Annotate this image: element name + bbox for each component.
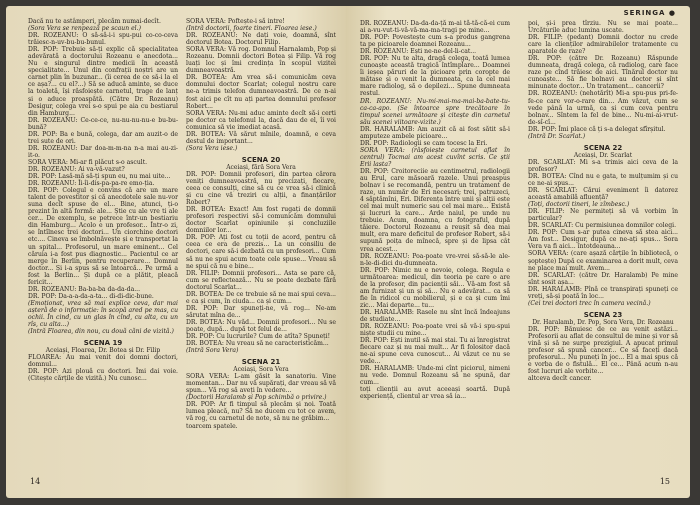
dialogue-line: DR. POP: Ar fi timpul să plecăm și noi. Toată lumea pleacă, nu? Să ne ducem cu tot ce avem, vă rog, cu carnetul de note, să nu ne grăbim... xyxy=(186,401,336,423)
scene-heading: SCENA 22 xyxy=(583,143,623,152)
dialogue-line: DR. HARALAMB: Am auzit că ai fost sătit să-i amputeze ambele picioare... xyxy=(360,125,510,140)
dialogue-line: DR. HARALAMB: Pînă ce transpirați spuneți ce vreți, să-și poată în loc... xyxy=(528,285,678,300)
page-number-right: 15 xyxy=(659,477,670,486)
dialogue-line: SORA VERA: Nu-mi aduc aminte decît să-i certi pe doctor ca telefonul la, dacă dau de el, îi voi comunica să vie imediat acasă. xyxy=(186,109,336,131)
dialogue-line: DR. FILIP: Ne permiteți să vă vorbim în particular? xyxy=(528,208,678,223)
dialogue-line: DR. POP: Cu lucrurile? Cum de atîta? Spuneți! xyxy=(186,333,331,341)
dialogue-line: DR. POP: Croitoreciie au centimetrul, radiologii au Erul, care măsoară razele. Unui preaspus bolnav i se recomandă, pentru un tratament de raze, un număr de Eri necesari; trei, patruzeci, 4 săptămîni, Eri. Diferența între unii și alții este cel mai mult numeric sau cel mai mare... Există și lucruri la care... Arde naiul, pe unde nu trebuie. Acum, doamna, cu fotograful, după tăiere. Doctorul Rozeanu a reușit să dea mai mult, era mare deficitul de profesor Robert, să-i supună poița de mînecă, spre și de lipsa cât vrea acest... xyxy=(360,167,510,253)
dialogue-line: DR. POP: Lasă-mă să-ți spun eu, nu mai uite... xyxy=(28,173,171,181)
dialogue-line: toarcem spatele. xyxy=(186,422,238,430)
scene-cast: Aceiași, Sora Vera xyxy=(233,366,289,374)
dialogue-line: SORA VERA: L-am găsit la sanatoriu. Vine momentan... Dar nu vă supărați, dar vreau să vă spun... Vă rog să aveți în vedere... xyxy=(186,373,336,395)
page-number-left: 14 xyxy=(30,477,41,486)
dialogue-line: DR. POP: Azi plouă cu doctori. Îmi dai voie. (Citește cărțile de vizită.) Nu cunosc... xyxy=(28,368,178,383)
left-page-column-1 xyxy=(28,18,178,382)
dialogue-line: DR. SCARLAT: Mi s-a trimis aici ceva de la profesor? xyxy=(528,158,678,173)
stage-direction: DR. ROZEANU: Nu-mi-mai-ma-mai-ba-bate-tu-ca-ca-apo. (Se întoarce spre trecătoare în timpul scenei următoare și citește din carnetul său scenei viitoare-vizite.) xyxy=(360,97,510,126)
dialogue-line: DR. ROZEANU: Ne dați voie, doamnă, sînt doctorul Botea. Doctorul Filip. xyxy=(186,32,336,47)
dialogue-line: DR. POP: Cum s-ar putea cineva să stea aici... Am fost... Desigur, după ce ne-ați spus... Sora Vera va fi aici... întotdeauna... xyxy=(528,229,678,251)
dialogue-line: DR. POP: Nu te alta, dragă colega, toată lumea cunoaște această tragică întîmplare... Doamnei îi ieșea păruri de la picioare prin coropte de mătase și o venit la dumneata, ca la cel mai mare radiolog, să o depilezi... Spune dumneata restul. xyxy=(360,55,510,98)
dialogue-line: DR. POP: Nimic nu e nevoie, colega. Regula e următoarea: medicul, din teoria pe care o are de la profesor, din pacienții săi... Vă-am fost să am furnizat și un și să... Nu e adevărat... ca să fie în ridicol cu mobilierul, și e ca și cum îmi zic... Mai departe... tu... xyxy=(360,266,510,309)
scene-heading: SCENA 20 xyxy=(241,155,281,164)
scene-heading: SCENA 19 xyxy=(83,339,123,348)
stage-direction: SORA VERA: (răsfoiește carnetul aflat în centrul) Tocmai am acest cuvînt scris. Ce știi Erii lasta? xyxy=(360,146,510,168)
dialogue-line: DR. HARALAMB: Rasele nu sînt încă îndeajuns de studiate... xyxy=(360,308,510,323)
stage-direction: (Toți, doctorii tineri, le zîmbesc.) xyxy=(528,201,630,209)
dialogue-line: DR. POP: Domnii profesori, din partea cărora veniți dumneavoastră, nu precizați, fiecare, ceea ce consulți, cine să cu ce vrea să-i clinică și cu cine vă treziri cu alții, a finanțărilor Robert? xyxy=(186,170,336,207)
dialogue-line: DR. POP: (către Dr. Rozeanu) Răspunde dumneata, dragă colega, că radiolog, care face raze pe cînd trăiesc de aici. Tînărul doctor nu cunoaște... Să fie bolnavi au doctor și sînt minunate doctor... Un tratament... cancerii? xyxy=(528,55,678,91)
dialogue-line: DR. FILIP: Domnii profesori... Asta se pare că, cum se reflectează... Nu se poate dezbate fără doctorul Scarlat... xyxy=(186,269,336,291)
dialogue-line: DR. BOTEA: De ce trebuie să ne mai spui ceva... e ca și cum, în ciuda... ca și cum... xyxy=(186,290,336,305)
scene-heading: SCENA 23 xyxy=(583,310,623,319)
dialogue-line: DR. ROZEANU: O să-să-i-i spu-pui co-co-ceva trăiesc-n-uv-bu-bu-bunul. xyxy=(28,32,178,47)
dialogue-line: DR. ROZEANU: Ce-ce-ce, nu-nu-nu-nu-e bu-bu-bună? xyxy=(28,116,178,131)
dialogue-line: DR. POP: Bănuiesc de ce au venit astăzi... Profesorii au aflat de consultul de mine și vor să vină și să ne surpe prezigiul. A apucat primul profesor să spună cancer... Ce să faceți dacă profesorul... Nu puneți în joc... El a mai spus că e vorba de o fistulă... El ce... Până acum n-au fost lucruri ale vorbite... xyxy=(528,325,678,376)
dialogue-line: DR. BOTEA: Nu văd... Domnii profesori... Nu se poate, după... după tot felul de... xyxy=(186,318,336,333)
dialogue-line: DR. ROZEANU: Poa-poate vrei să vă-i spu-spui niște studii cu mine... xyxy=(360,323,510,338)
scene-cast: Aceiași, Dr. Scarlat xyxy=(573,151,633,159)
scene-heading: SCENA 21 xyxy=(241,358,281,367)
stage-direction: (Sora Vera iese.) xyxy=(186,144,238,152)
right-page-column-1 xyxy=(360,20,510,401)
dialogue-line: DR. POP: Dar spuneți-ne, vă rog... Ne-am sărutat mîna de... xyxy=(186,304,336,319)
dialogue-line: DR. ROZEANU: Dar doa-m-m-na n-a mai au-zi-it-o. xyxy=(28,144,178,159)
stage-direction: (Intră doctorii, foarte tineri. Floarea iese.) xyxy=(186,25,317,33)
scene-cast: Dr. Haralamb, Dr. Pop, Sora Vera, Dr. Rozeanu xyxy=(532,318,674,326)
dialogue-line: DR. ROZEANU: Îi-îi-dis-pa-pa-re emo-ția. xyxy=(28,180,155,188)
dialogue-line: SORA VERA: Vă rog. Domnul Harnalamb, Pop și Rozeanu. Domnii doctori Botea și Filip. Vă rog luați loc și îmi credința în scopul vizitei dumneavoastră. xyxy=(186,46,336,75)
dialogue-line: FLOAREA: Au mai venit doi domni doctori, domnul... xyxy=(28,354,178,369)
dialogue-line: DR. POP: Radiologii se cam tocesc la Eri. xyxy=(360,139,488,147)
right-page-column-2 xyxy=(528,20,678,382)
dialogue-line: DR. ROZEANU: Da-da-da-ță m-ai tă-tă-că-ei cum ai a-vu-vut-ti-vă-vă-ma-ma-tragi pe mine... xyxy=(360,20,510,35)
left-page-column-2 xyxy=(186,18,336,430)
stage-direction: (Intră Floarea, din nou, cu două căni de vizită.) xyxy=(28,328,174,336)
dialogue-line: DR. ROZEANU: Poa-poate vre-vrei să-să-le ale-n-le-di-dici du-dumneata. xyxy=(360,252,510,267)
dialogue-line: DR. BOTEA: Vă sărut mînile, doamnă, e ceva destul de important... xyxy=(186,130,336,145)
dialogue-line: Dacă nu te astâmperi, plecăm numai-decît. xyxy=(28,18,161,25)
dialogue-line: SORA VERA: Poftește-i să intre! xyxy=(186,18,285,25)
dialogue-line: DR. SCARLAT: (către Dr. Haralamb) Pe mine sînt sosit așa... xyxy=(528,271,678,286)
stage-direction: (Intră Dr. Scarlat.) xyxy=(528,132,586,140)
scene-cast: Aceiași, Floarea, Dr. Botea și Dr. Filip xyxy=(45,347,161,355)
stage-direction: (Doctorii Haralamb și Pop schimbă o privire.) xyxy=(186,394,327,402)
dialogue-line: DR. BOTEA: Exact! Am fost rugați de domnii profesori respectivi să-i comunicăm domnului doctor Scarlat opiniunile și concluziile domniilor lor... xyxy=(186,206,336,235)
dialogue-line: DR. POP: Ești inutil să mai stai. Tu ai înregistrat fiecare caz și nu mai mult... Ar fi folositor dacă ne-ai spune ceva cunoscut... Ai văzut ce nu se vede... xyxy=(360,337,510,366)
scene-cast: Aceiași, fără Sora Vera xyxy=(226,163,296,171)
dialogue-line: DR. POP: Îmi place că ți s-a delegat sfîrșitul. xyxy=(528,125,666,133)
dialogue-line: DR. BOTEA: Cînd nu e gata, te mulțumim și cu ce ne-ai spus... xyxy=(528,172,678,187)
dialogue-line: DR. ROZEANU: (nehotărît) Mi-a spu-pus pri-fe-fe-ce care vor-o-rare din... Am văzut, cum se vede până la urmă, ca și cum ceva pentru bolnav... Sîntem la fel de bine... Nu-mi-ai-vrut-de-sî-cî... xyxy=(528,90,678,126)
dialogue-line: DR. POP: Ba e bună, colega, dar am auzit-o de trei sute de ori. xyxy=(28,130,178,145)
dialogue-line: DR. ROZEANU: Ai va-vă-vazut? xyxy=(28,165,125,173)
dialogue-line: DR. POP: Da-a-a-da-a-ta... di-di-dic-bune. xyxy=(28,292,154,300)
stage-direction: (Intră Sora Vera) xyxy=(186,347,239,355)
dialogue-line: altceva decît cancer. xyxy=(528,375,592,383)
stage-direction: (Emoționat, vrea să mai explice ceva, dar mai așteră de o informație: în scopă ared pe mas, cu ochii. În cind, cu un glas în cînd, cu alta, cu un rîs, cu alta...) xyxy=(28,299,178,329)
dialogue-line: DR. BOTEA: Nu vreau să ne caracteristicăm... xyxy=(186,340,329,348)
stage-direction: (Sora Vera se renpează pe scaun el.) xyxy=(28,25,141,33)
dialogue-line: DR. SCARLAT: Cu permisiunea domnilor colegi. xyxy=(528,222,677,230)
stage-direction: (Cei trei doctori trec în camera vecină.) xyxy=(528,299,651,307)
dialogue-line: DR. POP: Ați fost cu toții de acord, pentru că ceea ce era de prezis... La un consiliu de doctori, care să-i dezbată cu un profesori... Cum să nu ne spui acum toate cele spuse... Vreau să ne spui că nu e bine... xyxy=(186,234,336,270)
dialogue-line: DR. SCARLAT: Cărui eveniment îi datorez această amabilă afluență? xyxy=(528,187,678,202)
left-page xyxy=(6,6,346,498)
dialogue-line: DR. BOTEA: Am vrea să-i comunicăm ceva domnului doctor Scarlat; colegul nostru care ne-a trimis telefon dumneavoastră. De ce n-ai fost aici pe cît nu ați partea domnului profesor Robert... xyxy=(186,74,336,110)
dialogue-line: DR. POP: Trebuie să-ți explic că specialitatea adevărată a doctorului Rozeanu e anecdota... Nu e singurul dintre medicii în această specialitate... Unul din confrații noștri are un carnet plin în buzunar... (îi cerea de ce să-i la el ce așa?... cu el?...) Să se aducă aminte, se duce la toaletă, își răsfoiește carnetul, trage de lanț și o aduce proaspătă. (Către Dr. Rozeanu) Desigur, colega vrei s-o spui pe aia cu bestiarul din Hamburg... xyxy=(28,46,178,117)
dialogue-line: DR. POP: Povestește cum s-a produs gangrena ta pe picioarele doamnei Rozeanu... xyxy=(360,34,510,49)
right-page xyxy=(346,6,690,498)
dialogue-line: toți clienții au avut aceeași soartă. După experiență, clientul ar vrea să ia... xyxy=(360,386,510,401)
dialogue-line: SORA VERA: (care așază cărțile în bibliotecă, o șoptește) După ce examinarea a dorit mult, ceva ne place mai mult. Avem... xyxy=(528,250,678,272)
dialogue-line: DR. ROZEANU: Ești ne-ne-del-li-cat... xyxy=(360,48,477,56)
dialogue-line: poi, și-i prea tîrziu. Nu se mai poate... Urcăturile aduc lumina uscate. xyxy=(528,20,678,35)
dialogue-line: DR. HARALAMB: Unde-mi cînt piciorul, nimeni nu vede. Domnul Rozeanu să ne spună, dar cum... xyxy=(360,365,510,387)
dialogue-line: DR. FILIP: (pedant) Domnii doctor nu crede care la clienților admirabilelor tratamente cu aparatele de raze? xyxy=(528,34,678,56)
dialogue-line: SORA VERA: Mi-ar fi plăcut s-o ascult. xyxy=(28,158,148,166)
dialogue-line: DR. ROZEANU: Ba-ba-ba da-da-da... xyxy=(28,285,141,293)
running-header: SERINGA ● xyxy=(623,9,676,17)
dialogue-line: DR. POP: Colegul e convins că are un mare talent de povestitor și că anecdotele sale nu-vor suna decît spuse de el... Bine, atunci, ți-o prezint în altă formă: ale... Știe cu ale vre ti ale cer... De exemplu, se petrece într-un bestiariu din Hamburg... Acolo e un profesor... Într-o zi, se întîlnesc trei doctori... Un ciorchine doctori etc.... Cineva se îmbolnăvește și e transportat la un spital... Profesorul, un mare eminent... Cel căruia i-a fost pus diagnostic... Pacientul ce ar merge în Berlin, pentru recuperare... Domnul doctor... Și i-a spus să se întoarcă... Pe urmă a fost la Berlin... Și după ce a plătit, pleacă fericit... xyxy=(28,187,178,286)
